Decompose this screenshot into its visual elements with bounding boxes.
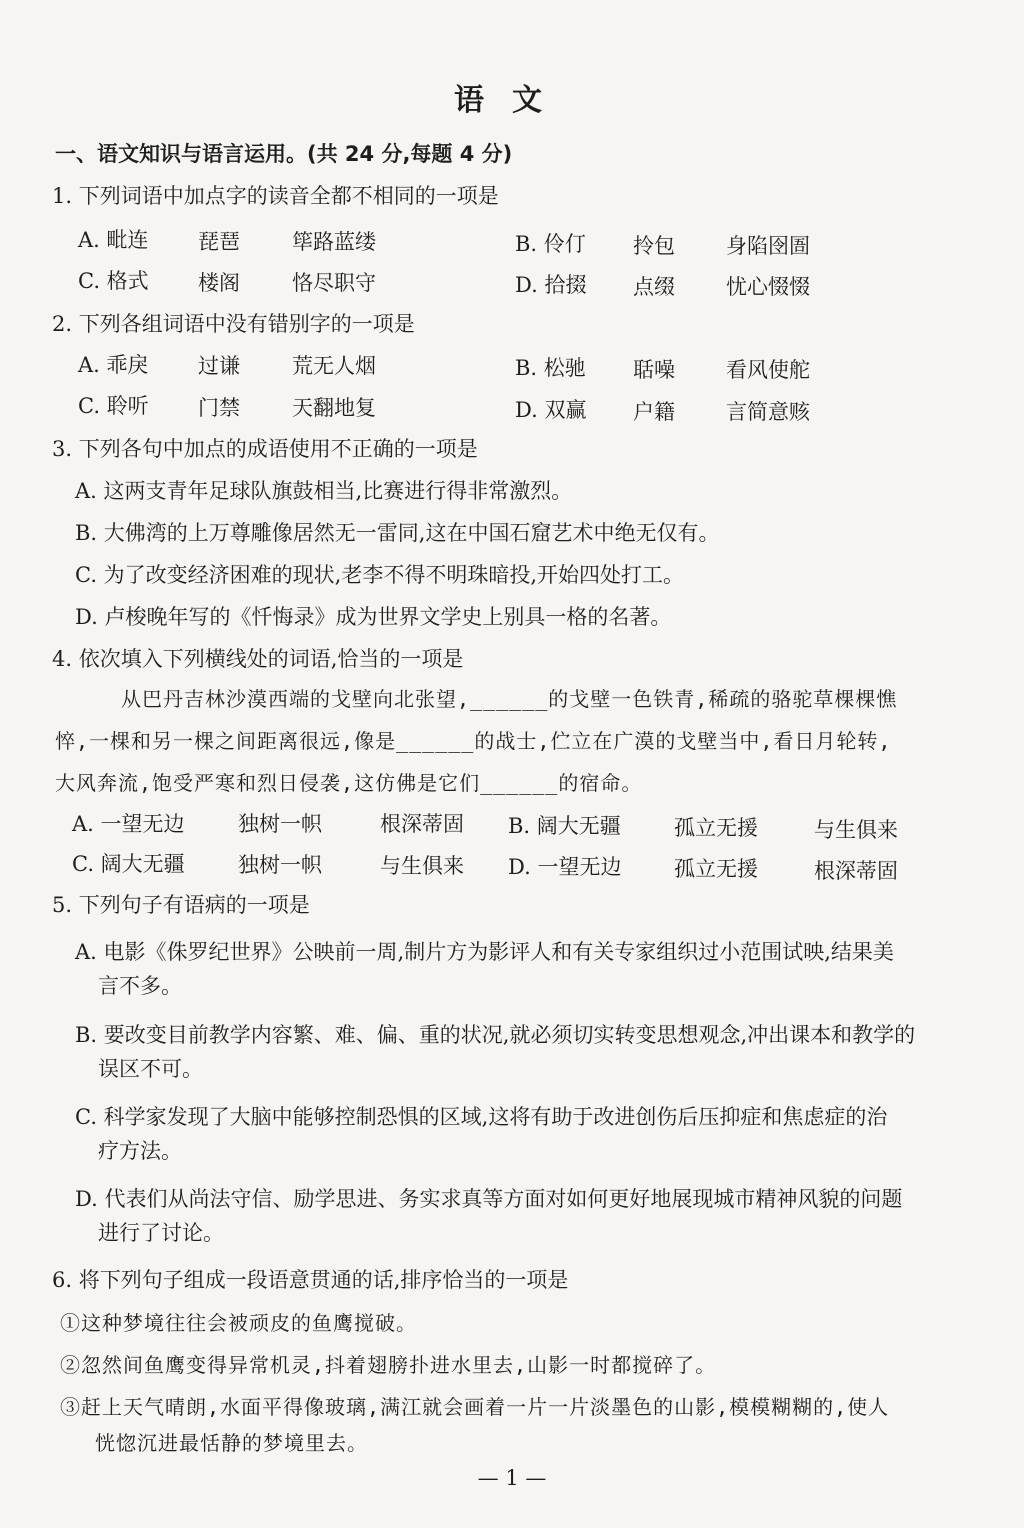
question-5-stem: 5. 下列句子有语病的一项是 xyxy=(52,893,310,917)
q2-option-c-word2: 门禁 xyxy=(198,396,240,420)
q2-option-a-word2: 过谦 xyxy=(198,354,240,378)
page-number: — 1 — xyxy=(477,1466,547,1490)
q1-option-d-word3: 忧心惙惙 xyxy=(726,275,810,299)
question-4-stem: 4. 依次填入下列横线处的词语,恰当的一项是 xyxy=(52,647,464,671)
q6-sentence-1: ①这种梦境往往会被顽皮的鱼鹰搅破。 xyxy=(60,1311,417,1335)
q2-option-d: D. 双赢 xyxy=(515,398,587,422)
q4-option-d-word2: 孤立无援 xyxy=(674,857,758,881)
q1-option-b-word3: 身陷囹圄 xyxy=(726,234,810,258)
q3-option-a: A. 这两支青年足球队旗鼓相当,比赛进行得非常激烈。 xyxy=(75,479,573,503)
q4-passage-line-2: 悴,一棵和另一棵之间距离很远,像是______的战士,伫立在广漠的戈壁当中,看日月轮转, xyxy=(55,729,892,753)
q1-option-c-word2: 楼阁 xyxy=(198,271,240,295)
question-3-stem: 3. 下列各句中加点的成语使用不正确的一项是 xyxy=(52,437,478,461)
q4-option-b-word2: 孤立无援 xyxy=(674,816,758,840)
q5-option-a-line1: A. 电影《侏罗纪世界》公映前一周,制片方为影评人和有关专家组织过小范围试映,结果美 xyxy=(75,940,894,964)
q4-option-c-word3: 与生俱来 xyxy=(380,854,464,878)
q2-option-c: C. 聆听 xyxy=(78,394,149,418)
q5-option-c-line1: C. 科学家发现了大脑中能够控制恐惧的区域,这将有助于改进创伤后压抑症和焦虑症的治 xyxy=(75,1105,888,1129)
q5-option-b-line1: B. 要改变目前教学内容繁、难、偏、重的状况,就必须切实转变思想观念,冲出课本和教学的 xyxy=(75,1023,916,1047)
q1-option-a: A. 毗连 xyxy=(78,228,149,252)
q2-option-a-word3: 荒无人烟 xyxy=(292,354,376,378)
q4-passage xyxy=(55,678,985,804)
q5-option-c-line2: 疗方法。 xyxy=(98,1139,182,1163)
q5-option-a-line2: 言不多。 xyxy=(98,974,182,998)
q4-option-a-word2: 独树一帜 xyxy=(238,812,322,836)
question-1-stem: 1. 下列词语中加点字的读音全都不相同的一项是 xyxy=(52,184,499,208)
q3-option-b: B. 大佛湾的上万尊雕像居然无一雷同,这在中国石窟艺术中绝无仅有。 xyxy=(75,521,720,545)
q1-option-a-word2: 琵琶 xyxy=(198,230,240,254)
q6-sentence-3-line1: ③赶上天气晴朗,水面平得像玻璃,满江就会画着一片一片淡墨色的山影,模模糊糊的,使人 xyxy=(60,1395,890,1419)
q2-option-b-word3: 看风使舵 xyxy=(726,358,810,382)
question-2-stem: 2. 下列各组词语中没有错别字的一项是 xyxy=(52,312,415,336)
q4-option-a-word3: 根深蒂固 xyxy=(380,812,464,836)
q1-option-a-word3: 筚路蓝缕 xyxy=(292,230,376,254)
q5-option-b-line2: 误区不可。 xyxy=(98,1057,203,1081)
q5-option-d-line1: D. 代表们从尚法守信、励学思进、务实求真等方面对如何更好地展现城市精神风貌的问题 xyxy=(75,1187,903,1211)
q3-option-d: D. 卢梭晚年写的《忏悔录》成为世界文学史上别具一格的名著。 xyxy=(75,605,672,629)
q1-option-c: C. 格式 xyxy=(78,269,149,293)
q2-option-b: B. 松驰 xyxy=(515,356,586,380)
q4-option-c-word2: 独树一帜 xyxy=(238,853,322,877)
q4-option-b: B. 阔大无疆 xyxy=(508,814,621,838)
q6-sentence-3-line2: 恍惚沉进最恬静的梦境里去。 xyxy=(95,1431,368,1455)
q4-option-b-word3: 与生俱来 xyxy=(814,818,898,842)
q6-sentence-2: ②忽然间鱼鹰变得异常机灵,抖着翅膀扑进水里去,山影一时都搅碎了。 xyxy=(60,1353,717,1377)
q1-option-b: B. 伶仃 xyxy=(515,232,586,256)
q2-option-c-word3: 天翻地复 xyxy=(292,396,376,420)
q4-passage-line-1: 从巴丹吉林沙漠西端的戈壁向北张望,______的戈壁一色铁青,稀疏的骆驼草棵棵憔 xyxy=(121,687,898,711)
q1-option-d: D. 拾掇 xyxy=(515,273,587,297)
q1-option-d-word2: 点缀 xyxy=(633,275,675,299)
q1-option-c-word3: 恪尽职守 xyxy=(292,271,376,295)
q1-option-b-word2: 拎包 xyxy=(633,234,675,258)
q4-option-a: A. 一望无边 xyxy=(72,812,185,836)
q2-option-b-word2: 聒噪 xyxy=(633,358,675,382)
q3-option-c: C. 为了改变经济困难的现状,老李不得不明珠暗投,开始四处打工。 xyxy=(75,563,685,587)
page-title: 语文 xyxy=(454,83,570,118)
q2-option-d-word2: 户籍 xyxy=(633,400,675,424)
q2-option-d-word3: 言简意赅 xyxy=(726,400,810,424)
q4-option-d-word3: 根深蒂固 xyxy=(814,859,898,883)
question-6-stem: 6. 将下列句子组成一段语意贯通的话,排序恰当的一项是 xyxy=(52,1268,569,1292)
section-heading: 一、语文知识与语言运用。(共 24 分,每题 4 分) xyxy=(55,142,513,166)
q5-option-d-line2: 进行了讨论。 xyxy=(98,1221,224,1245)
q4-passage-line-3: 大风奔流,饱受严寒和烈日侵袭,这仿佛是它们______的宿命。 xyxy=(55,771,643,795)
q4-option-c: C. 阔大无疆 xyxy=(72,852,185,876)
q2-option-a: A. 乖戾 xyxy=(78,353,149,377)
q4-option-d: D. 一望无边 xyxy=(508,855,622,879)
